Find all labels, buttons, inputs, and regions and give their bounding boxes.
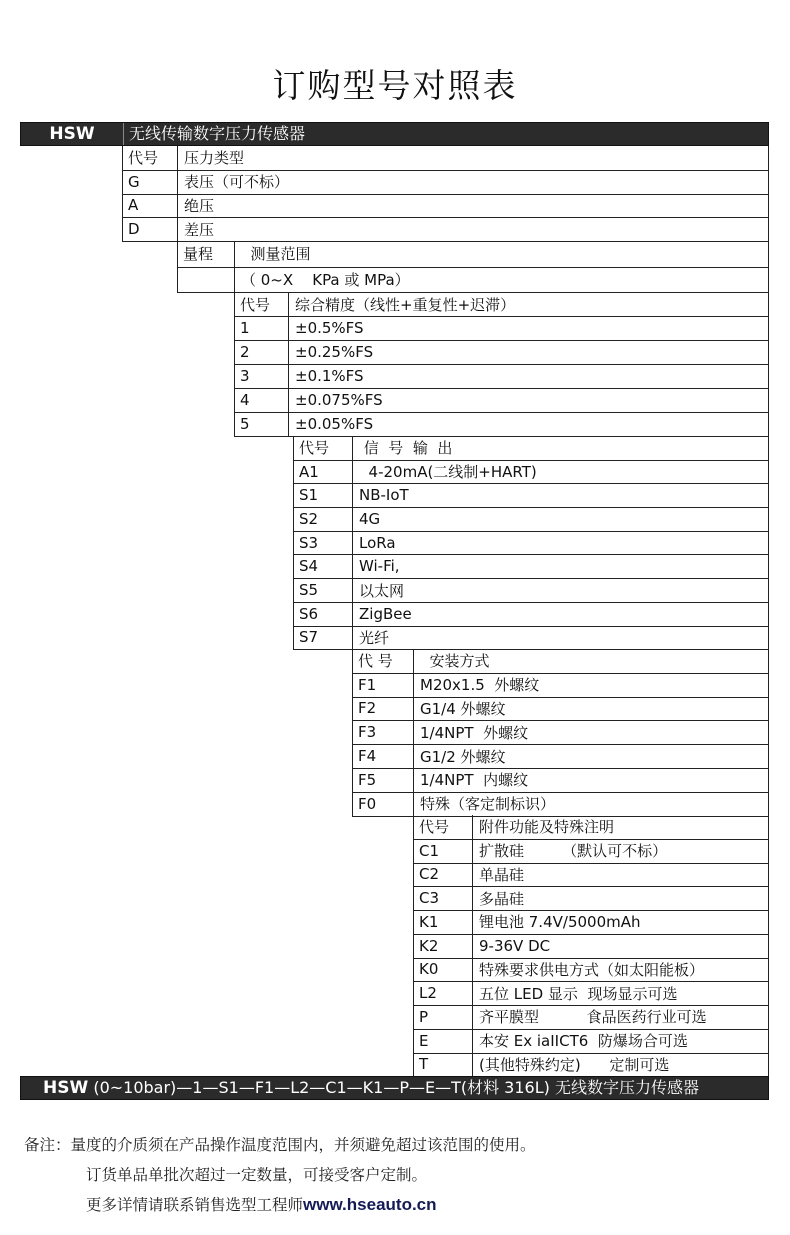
code-cell: L2: [414, 981, 473, 1005]
code-cell: C3: [414, 886, 473, 910]
description-cell: ±0.1%FS: [295, 367, 364, 385]
header-bar: [20, 122, 769, 146]
code-cell: 代号: [123, 146, 178, 170]
example-model-string: (0~10bar)—1—S1—F1—L2—C1—K1—P—E—T(材料 316L) 无线数字压力传感器: [93, 1078, 699, 1097]
code-cell: S1: [294, 483, 353, 507]
description-cell: 4G: [359, 509, 381, 528]
code-cell: F3: [353, 720, 414, 744]
section-header-row: [293, 436, 769, 461]
table-row: [293, 578, 769, 603]
note-line-3: [24, 1190, 536, 1220]
description-cell: 信 号 输 出: [359, 439, 453, 458]
description-cell: 锂电池 7.4V/5000mAh: [479, 913, 641, 932]
table-row: [177, 267, 769, 294]
table-row: [413, 886, 769, 911]
note-line-2: 订货单品单批次超过一定数量，可接受客户定制。: [86, 1166, 428, 1184]
table-row: [293, 626, 769, 651]
code-cell: 3: [235, 364, 289, 388]
section-header-row: [413, 815, 769, 840]
description-cell: 安装方式: [420, 652, 490, 671]
table-row: [352, 720, 769, 745]
code-cell: S3: [294, 531, 353, 555]
table-row: [352, 768, 769, 793]
description-cell: 特殊（客定制标识）: [420, 795, 556, 814]
code-cell: F1: [353, 673, 414, 697]
table-row: [413, 1029, 769, 1054]
code-cell: F2: [353, 697, 414, 721]
description-cell: LoRa: [359, 533, 396, 552]
code-cell: C1: [414, 839, 473, 863]
description-cell: 多晶硅: [479, 889, 525, 908]
website-link[interactable]: www.hseauto.cn: [303, 1195, 437, 1214]
example-bar: [20, 1076, 769, 1100]
table-row: [293, 602, 769, 627]
table-row: [352, 792, 769, 817]
code-cell: A: [123, 194, 178, 218]
description-cell: 差压: [184, 220, 215, 239]
code-cell: 代号: [414, 815, 473, 839]
description-cell: G1/2 外螺纹: [420, 747, 506, 766]
table-row: [293, 483, 769, 508]
section-header-row: [177, 241, 769, 268]
code-cell: S5: [294, 578, 353, 602]
code-cell: F0: [353, 792, 414, 816]
description-cell: 1/4NPT 外螺纹: [420, 723, 529, 742]
table-row: [413, 839, 769, 864]
table-row: [352, 673, 769, 698]
table-row: [234, 388, 769, 413]
description-cell: 4-20mA(二线制+HART): [359, 463, 537, 482]
code-cell: F5: [353, 768, 414, 792]
description-cell: 特殊要求供电方式（如太阳能板）: [479, 960, 705, 979]
section-header-row: [122, 146, 769, 171]
description-cell: NB-IoT: [359, 486, 409, 505]
code-cell: E: [414, 1029, 473, 1053]
description-cell: 压力类型: [184, 149, 245, 168]
description-cell: 测量范围: [241, 245, 311, 264]
description-cell: G1/4 外螺纹: [420, 699, 506, 718]
code-cell: C2: [414, 863, 473, 887]
description-cell: 单晶硅: [479, 865, 525, 884]
code-cell: [178, 267, 235, 293]
code-cell: 量程: [178, 241, 235, 267]
code-cell: 代号: [235, 292, 289, 316]
notes: [24, 1130, 536, 1220]
table-row: [413, 863, 769, 888]
code-cell: F4: [353, 744, 414, 768]
example-model-code: HSW: [43, 1078, 89, 1098]
description-cell: 表压（可不标）: [184, 173, 290, 192]
table-row: [234, 340, 769, 365]
table-row: [122, 217, 769, 242]
table-row: [352, 697, 769, 722]
section-header-row: [352, 649, 769, 674]
code-cell: 1: [235, 316, 289, 340]
code-cell: 代号: [294, 436, 353, 460]
description-cell: M20x1.5 外螺纹: [420, 676, 540, 695]
description-cell: ±0.05%FS: [295, 415, 374, 433]
table-row: [122, 170, 769, 195]
table-row: [413, 1005, 769, 1030]
note-line-1: 备注：量度的介质须在产品操作温度范围内，并须避免超过该范围的使用。: [24, 1136, 536, 1154]
code-cell: S2: [294, 507, 353, 531]
description-cell: 五位 LED 显示 现场显示可选: [479, 984, 678, 1003]
note-contact-text: 更多详情请联系销售选型工程师: [86, 1196, 304, 1214]
description-cell: 齐平膜型 食品医药行业可选: [479, 1008, 707, 1027]
table-row: [122, 194, 769, 219]
code-cell: S6: [294, 602, 353, 626]
page-title: 订购型号对照表: [272, 66, 518, 105]
table-row: [413, 981, 769, 1006]
code-cell: T: [414, 1053, 473, 1077]
section-header-row: [234, 292, 769, 317]
example-model: [43, 1077, 699, 1099]
table-row: [413, 958, 769, 983]
description-cell: ZigBee: [359, 604, 412, 623]
description-cell: ±0.5%FS: [295, 319, 364, 337]
table-row: [413, 1053, 769, 1078]
description-cell: 1/4NPT 内螺纹: [420, 771, 529, 790]
description-cell: (其他特殊约定) 定制可选: [479, 1055, 670, 1074]
code-cell: S7: [294, 626, 353, 650]
table-row: [413, 934, 769, 959]
description-cell: 光纤: [359, 628, 390, 647]
code-cell: 4: [235, 388, 289, 412]
table-row: [293, 507, 769, 532]
code-cell: S4: [294, 555, 353, 579]
code-cell: K1: [414, 910, 473, 934]
code-cell: D: [123, 217, 178, 241]
table-row: [352, 744, 769, 769]
code-cell: A1: [294, 460, 353, 484]
product-name: 无线传输数字压力传感器: [129, 124, 306, 143]
description-cell: 绝压: [184, 196, 215, 215]
table-row: [234, 412, 769, 437]
description-cell: ±0.075%FS: [295, 391, 383, 409]
description-cell: ±0.25%FS: [295, 343, 374, 361]
description-cell: （ 0~X KPa 或 MPa）: [241, 270, 410, 289]
table-row: [293, 460, 769, 485]
description-cell: 扩散硅 （默认可不标）: [479, 842, 668, 861]
table-row: [293, 531, 769, 556]
code-cell: K0: [414, 958, 473, 982]
description-cell: 附件功能及特殊注明: [479, 818, 615, 837]
table-row: [413, 910, 769, 935]
table-row: [234, 364, 769, 389]
code-cell: 2: [235, 340, 289, 364]
description-cell: 本安 Ex iaIICT6 防爆场合可选: [479, 1032, 688, 1051]
model-code: HSW: [21, 123, 124, 145]
code-cell: 5: [235, 412, 289, 436]
description-cell: 综合精度（线性+重复性+迟滞）: [295, 295, 516, 314]
code-cell: P: [414, 1005, 473, 1029]
code-cell: K2: [414, 934, 473, 958]
code-cell: 代 号: [353, 649, 414, 673]
description-cell: 9-36V DC: [479, 936, 551, 955]
table-row: [234, 316, 769, 341]
description-cell: Wi-Fi,: [359, 557, 400, 576]
code-cell: G: [123, 170, 178, 194]
table-row: [293, 555, 769, 580]
description-cell: 以太网: [359, 581, 405, 600]
